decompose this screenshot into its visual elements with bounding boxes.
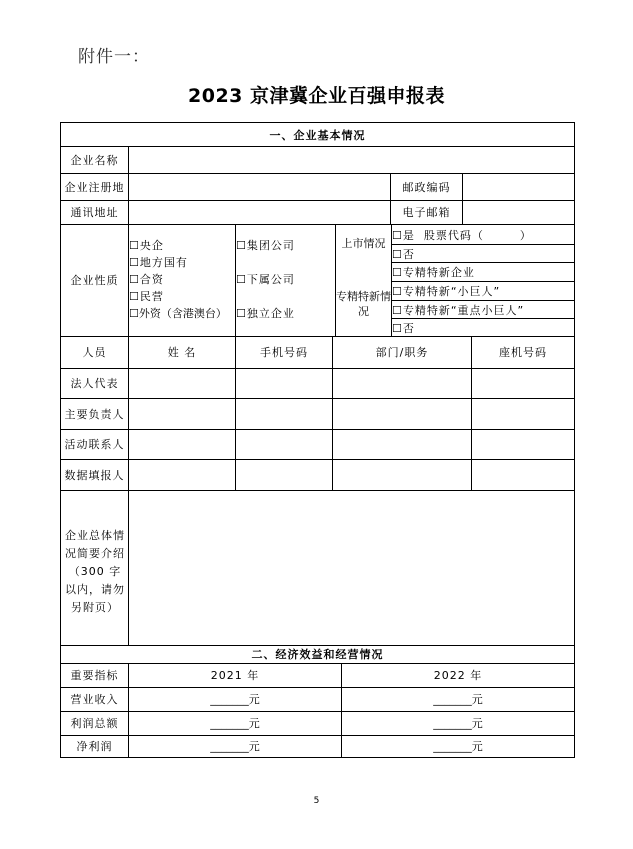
specialized-option-little-giant[interactable]: ☐专精特新“小巨人” <box>392 285 501 298</box>
nature-option-independent[interactable]: ☐独立企业 <box>236 307 295 320</box>
nature-option-private[interactable]: ☐民营 <box>129 290 164 303</box>
nature-option-subsidiary[interactable]: ☐下属公司 <box>236 273 295 286</box>
indicator-label: 重要指标 <box>70 669 119 682</box>
form-title: 2023 京津冀企业百强申报表 <box>188 85 445 107</box>
net-profit-label: 净利润 <box>76 740 113 753</box>
email-field[interactable] <box>463 201 574 224</box>
postal-code-field[interactable] <box>463 174 574 200</box>
landline-header: 座机号码 <box>499 346 547 359</box>
nature-option-foreign[interactable]: ☐外资（含港澳台） <box>129 307 227 320</box>
listing-label: 上市情况 <box>341 237 386 250</box>
net-profit-2022-field[interactable]: _______元 <box>433 740 483 753</box>
registered-address-label: 企业注册地 <box>64 180 125 194</box>
name-header: 姓 名 <box>167 346 197 359</box>
listing-option-yes[interactable]: ☐是 股票代码（ ） <box>392 229 532 242</box>
specialized-option-enterprise[interactable]: ☐专精特新企业 <box>392 266 475 279</box>
postal-code-label: 邮政编码 <box>402 180 451 194</box>
intro-label: 企业总体情况简要介绍（300 字以内，请勿另附页） <box>65 529 125 614</box>
legal-representative-label: 法人代表 <box>70 377 119 390</box>
principal-label: 主要负责人 <box>64 407 125 421</box>
total-profit-2021-field[interactable]: _______元 <box>210 717 260 730</box>
company-name-label: 企业名称 <box>70 153 119 167</box>
attachment-label: 附件一： <box>78 47 150 67</box>
page-number: 5 <box>313 796 320 806</box>
revenue-2022-field[interactable]: _______元 <box>433 693 483 706</box>
data-filler-label: 数据填报人 <box>64 468 125 482</box>
activity-contact-label: 活动联系人 <box>64 438 125 451</box>
nature-label: 企业性质 <box>70 274 119 287</box>
total-profit-2022-field[interactable]: _______元 <box>433 717 483 730</box>
email-label: 电子邮箱 <box>402 206 451 219</box>
nature-option-central-soe[interactable]: ☐央企 <box>129 239 164 252</box>
revenue-2021-field[interactable]: _______元 <box>210 693 260 706</box>
listing-option-no[interactable]: ☐否 <box>392 248 415 261</box>
registered-address-field[interactable] <box>129 174 390 200</box>
specialized-option-no[interactable]: ☐否 <box>392 322 415 335</box>
application-form <box>60 122 575 758</box>
section2-header: 二、经济效益和经营情况 <box>251 648 384 661</box>
revenue-label: 营业收入 <box>70 693 119 706</box>
year-2021-header: 2021 年 <box>210 669 260 682</box>
mailing-address-field[interactable] <box>129 201 390 224</box>
total-profit-label: 利润总额 <box>70 717 119 730</box>
nature-option-group[interactable]: ☐集团公司 <box>236 239 295 252</box>
section1-header: 一、企业基本情况 <box>269 128 366 142</box>
specialized-label: 专精特新情况 <box>336 290 391 318</box>
nature-option-local-state[interactable]: ☐地方国有 <box>129 256 188 269</box>
specialized-option-key-little-giant[interactable]: ☐专精特新“重点小巨人” <box>392 304 525 317</box>
company-name-field[interactable] <box>129 147 574 173</box>
nature-option-joint-venture[interactable]: ☐合资 <box>129 273 164 286</box>
mobile-header: 手机号码 <box>260 346 308 359</box>
year-2022-header: 2022 年 <box>433 669 483 682</box>
net-profit-2021-field[interactable]: _______元 <box>210 740 260 753</box>
personnel-header: 人员 <box>82 346 107 359</box>
department-header: 部门/职务 <box>375 346 429 359</box>
intro-textarea[interactable] <box>129 491 574 645</box>
mailing-address-label: 通讯地址 <box>70 206 119 219</box>
